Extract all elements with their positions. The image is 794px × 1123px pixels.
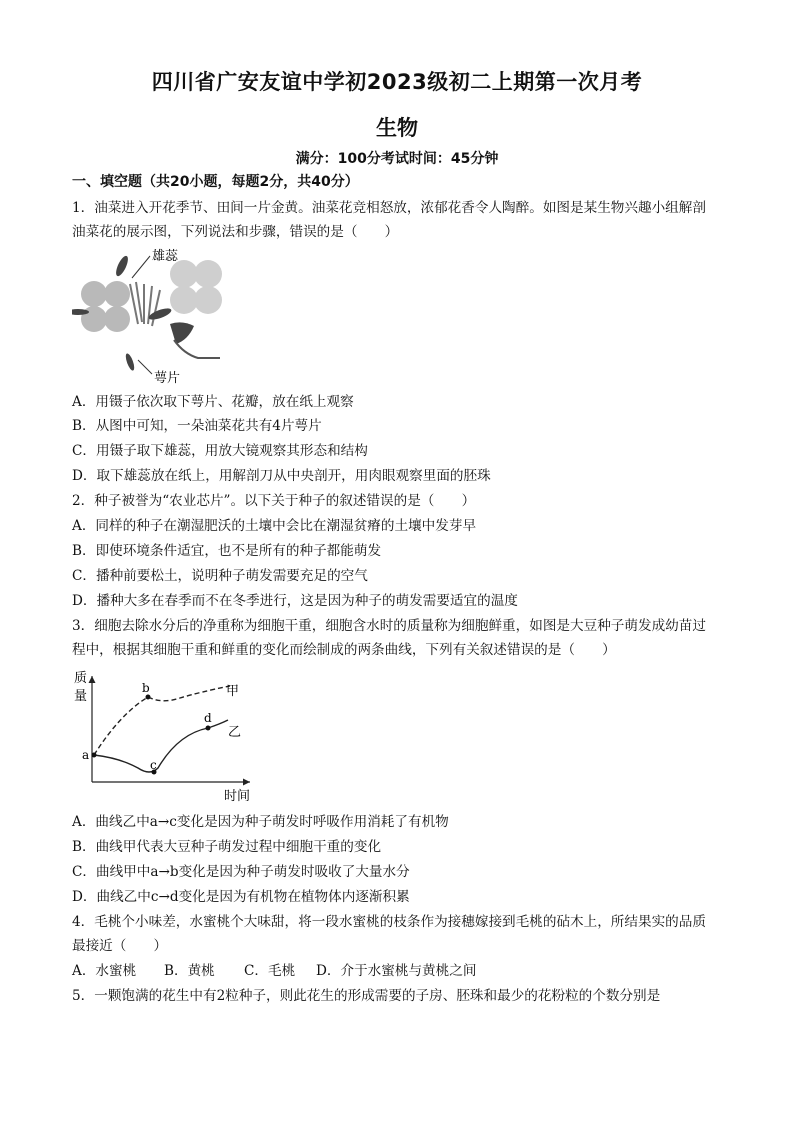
label-sepal: 萼片	[154, 371, 181, 386]
q2-stem: 2．种子被誉为“农业芯片”。以下关于种子的叙述错误的是（ ）	[72, 493, 476, 509]
curve-jia-label: 甲	[226, 684, 240, 699]
q3-option-b: B．曲线甲代表大豆种子萌发过程中细胞干重的变化	[72, 839, 382, 855]
q4-option-d: D．介于水蜜桃与黄桃之间	[316, 963, 477, 979]
label-stamen: 雄蕊	[152, 249, 179, 264]
q1-option-d: D．取下雄蕊放在纸上，用解剖刀从中央剖开，用肉眼观察里面的胚珠	[72, 468, 491, 484]
flower-stalk	[174, 340, 220, 358]
q4-option-a: A．水蜜桃	[72, 963, 137, 979]
q3-option-a: A．曲线乙中a→c变化是因为种子萌发时呼吸作用消耗了有机物	[72, 814, 449, 830]
q1-stem-line1: 1．油菜进入开花季节、田间一片金黄。油菜花竞相怒放，浓郁花香令人陶醉。如图是某生物兴趣小组解剖	[72, 200, 706, 216]
q2-option-b: B．即使环境条件适宜，也不是所有的种子都能萌发	[72, 543, 382, 559]
right-flower-petals	[170, 260, 222, 314]
q2-option-a: A．同样的种子在潮湿肥沃的土壤中会比在潮湿贫瘠的土壤中发芽早	[72, 518, 477, 534]
q3-stem-line2: 程中，根据其细胞干重和鲜重的变化而绘制成的两条曲线，下列有关叙述错误的是（ ）	[72, 642, 616, 658]
q3-stem-line1: 3．细胞去除水分后的净重称为细胞干重，细胞含水时的质量称为细胞鲜重，如图是大豆种子萌发成幼苗过	[72, 618, 706, 634]
point-b	[146, 695, 151, 700]
exam-title: 四川省广安友谊中学初2023级初二上期第一次月考	[151, 70, 643, 94]
ylabel-char1: 质	[74, 671, 88, 686]
q4-options	[72, 962, 476, 980]
q1-option-c: C．用镊子取下雄蕊，用放大镜观察其形态和结构	[72, 443, 368, 459]
point-a	[92, 753, 97, 758]
q2-option-d: D．播种大多在春季而不在冬季进行，这是因为种子的萌发需要适宜的温度	[72, 593, 518, 609]
q3-option-c: C．曲线甲中a→b变化是因为种子萌发时吸收了大量水分	[72, 864, 410, 880]
q4-stem-line1: 4．毛桃个小味差，水蜜桃个大味甜，将一段水蜜桃的枝条作为接穗嫁接到毛桃的砧木上，所结果实的品质	[72, 914, 706, 930]
ylabel-char2: 量	[74, 689, 88, 704]
q1-stem-line2: 油菜花的展示图，下列说法和步骤，错误的是（ ）	[72, 224, 399, 240]
q3-option-d: D．曲线乙中c→d变化是因为有机物在植物体内逐渐积累	[72, 889, 410, 905]
curve-yi-label: 乙	[228, 725, 242, 740]
q3-weight-chart	[70, 664, 260, 806]
section-heading: 一、填空题（共20小题，每题2分，共40分）	[72, 174, 359, 190]
point-d	[206, 726, 211, 731]
point-b-label: b	[142, 681, 150, 695]
q4-option-b: B．黄桃	[164, 963, 215, 979]
exam-meta: 满分：100分考试时间：45分钟	[295, 151, 499, 167]
q1-option-b: B．从图中可知，一朵油菜花共有4片萼片	[72, 418, 322, 434]
sepal-leader-line	[138, 360, 152, 374]
q4-stem-line2: 最接近（ ）	[72, 938, 168, 954]
point-a-label: a	[82, 748, 90, 762]
stamen-leader-line	[132, 256, 150, 278]
point-c-label: c	[150, 758, 157, 772]
q2-option-c: C．播种前要松土，说明种子萌发需要充足的空气	[72, 568, 368, 584]
left-flower-petals	[81, 281, 130, 332]
point-d-label: d	[204, 711, 212, 725]
rapeseed-flower-figure	[72, 244, 232, 386]
stamens	[130, 282, 160, 326]
exam-subject: 生物	[376, 116, 418, 140]
q4-option-c: C．毛桃	[244, 963, 296, 979]
xlabel: 时间	[224, 789, 251, 804]
q1-option-a: A．用镊子依次取下萼片、花瓣，放在纸上观察	[72, 394, 354, 410]
q5-stem: 5．一颗饱满的花生中有2粒种子，则此花生的形成需要的子房、胚珠和最少的花粉粒的个数分别是	[72, 988, 661, 1004]
